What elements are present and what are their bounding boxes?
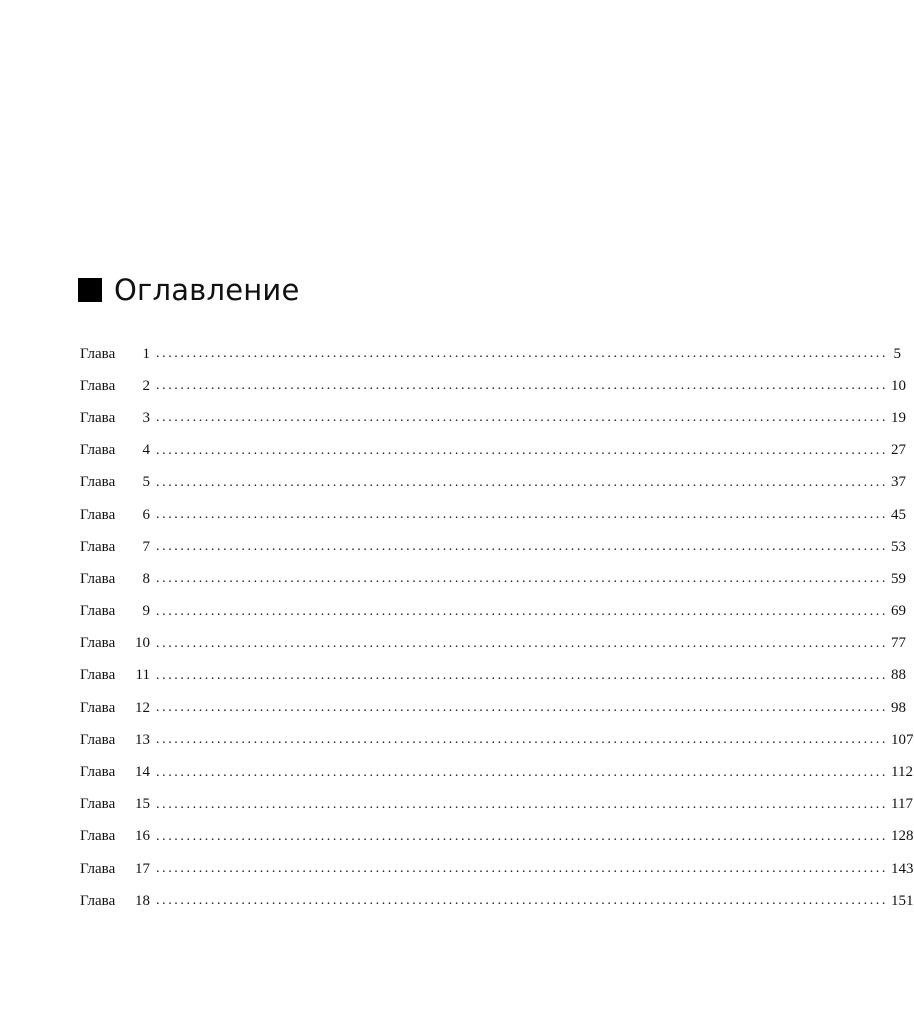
chapter-label: Глава [80, 603, 116, 620]
chapter-number: 8 [142, 570, 150, 587]
dot-leader: ........................................................................................................................ [156, 378, 888, 394]
chapter-label: Глава [80, 474, 116, 491]
chapter-number: 7 [142, 538, 150, 555]
chapter-label: Глава [80, 345, 116, 362]
page-number: 128 [891, 828, 914, 845]
page-number: 19 [891, 409, 906, 426]
page-number: 77 [891, 635, 906, 652]
dot-leader: ........................................................................................................................ [156, 828, 888, 844]
table-of-contents [80, 338, 914, 917]
toc-heading [78, 270, 300, 310]
dot-leader: ........................................................................................................................ [156, 507, 888, 523]
dot-leader: ........................................................................................................................ [156, 893, 888, 909]
chapter-label: Глава [80, 442, 116, 459]
toc-entry[interactable] [80, 724, 914, 756]
chapter-label: Глава [80, 892, 116, 909]
dot-leader: ........................................................................................................................ [156, 667, 888, 683]
chapter-number: 17 [135, 860, 150, 877]
toc-entry[interactable] [80, 563, 906, 595]
chapter-number: 12 [135, 699, 150, 716]
chapter-label: Глава [80, 506, 116, 523]
chapter-number: 16 [135, 828, 150, 845]
chapter-label: Глава [80, 699, 116, 716]
chapter-label: Глава [80, 860, 116, 877]
dot-leader: ........................................................................................................................ [156, 861, 888, 877]
toc-entry[interactable] [80, 853, 914, 885]
dot-leader: ........................................................................................................................ [156, 635, 888, 651]
page-number: 69 [891, 603, 906, 620]
filled-square-icon [78, 278, 102, 302]
page-number: 98 [891, 699, 906, 716]
chapter-label: Глава [80, 377, 116, 394]
chapter-label: Глава [80, 635, 116, 652]
page-number: 45 [891, 506, 906, 523]
page-number: 10 [891, 377, 906, 394]
page-number: 143 [891, 860, 914, 877]
chapter-number: 4 [142, 442, 150, 459]
toc-entry[interactable] [80, 435, 906, 467]
page-number: 88 [891, 667, 906, 684]
chapter-label: Глава [80, 538, 116, 555]
page-number: 151 [891, 892, 914, 909]
dot-leader: ........................................................................................................................ [156, 442, 888, 458]
page-number: 59 [891, 570, 906, 587]
toc-entry[interactable] [80, 499, 906, 531]
toc-entry[interactable] [80, 402, 906, 434]
dot-leader: ........................................................................................................................ [156, 796, 888, 812]
page-number: 5 [893, 345, 901, 362]
toc-entry[interactable] [80, 660, 906, 692]
chapter-number: 14 [135, 764, 150, 781]
chapter-label: Глава [80, 731, 116, 748]
chapter-label: Глава [80, 570, 116, 587]
chapter-number: 1 [142, 345, 150, 362]
toc-entry[interactable] [80, 370, 906, 402]
dot-leader: ........................................................................................................................ [156, 474, 888, 490]
toc-entry[interactable] [80, 596, 906, 628]
chapter-label: Глава [80, 796, 116, 813]
toc-entry[interactable] [80, 756, 913, 788]
chapter-label: Глава [80, 409, 116, 426]
dot-leader: ........................................................................................................................ [156, 571, 888, 587]
chapter-label: Глава [80, 667, 116, 684]
toc-entry[interactable] [80, 692, 906, 724]
dot-leader: ........................................................................................................................ [156, 700, 888, 716]
dot-leader: ........................................................................................................................ [156, 732, 888, 748]
toc-entry[interactable] [80, 885, 914, 917]
dot-leader: ........................................................................................................................ [156, 346, 888, 362]
chapter-number: 6 [142, 506, 150, 523]
chapter-number: 3 [142, 409, 150, 426]
chapter-label: Глава [80, 764, 116, 781]
toc-entry[interactable] [80, 338, 901, 370]
dot-leader: ........................................................................................................................ [156, 410, 888, 426]
toc-title: Оглавление [114, 273, 300, 307]
page-number: 107 [891, 731, 914, 748]
page-number: 117 [891, 796, 913, 813]
dot-leader: ........................................................................................................................ [156, 539, 888, 555]
page-number: 27 [891, 442, 906, 459]
chapter-number: 18 [135, 892, 150, 909]
toc-entry[interactable] [80, 467, 906, 499]
toc-entry[interactable] [80, 628, 906, 660]
dot-leader: ........................................................................................................................ [156, 764, 888, 780]
chapter-number: 10 [135, 635, 150, 652]
toc-entry[interactable] [80, 789, 913, 821]
chapter-number: 13 [135, 731, 150, 748]
chapter-number: 2 [142, 377, 150, 394]
chapter-number: 9 [142, 603, 150, 620]
page-number: 37 [891, 474, 906, 491]
chapter-number: 15 [135, 796, 150, 813]
page-number: 112 [891, 764, 913, 781]
chapter-label: Глава [80, 828, 116, 845]
chapter-number: 5 [142, 474, 150, 491]
toc-entry[interactable] [80, 821, 914, 853]
chapter-number: 11 [135, 667, 150, 684]
dot-leader: ........................................................................................................................ [156, 603, 888, 619]
toc-entry[interactable] [80, 531, 906, 563]
page-number: 53 [891, 538, 906, 555]
